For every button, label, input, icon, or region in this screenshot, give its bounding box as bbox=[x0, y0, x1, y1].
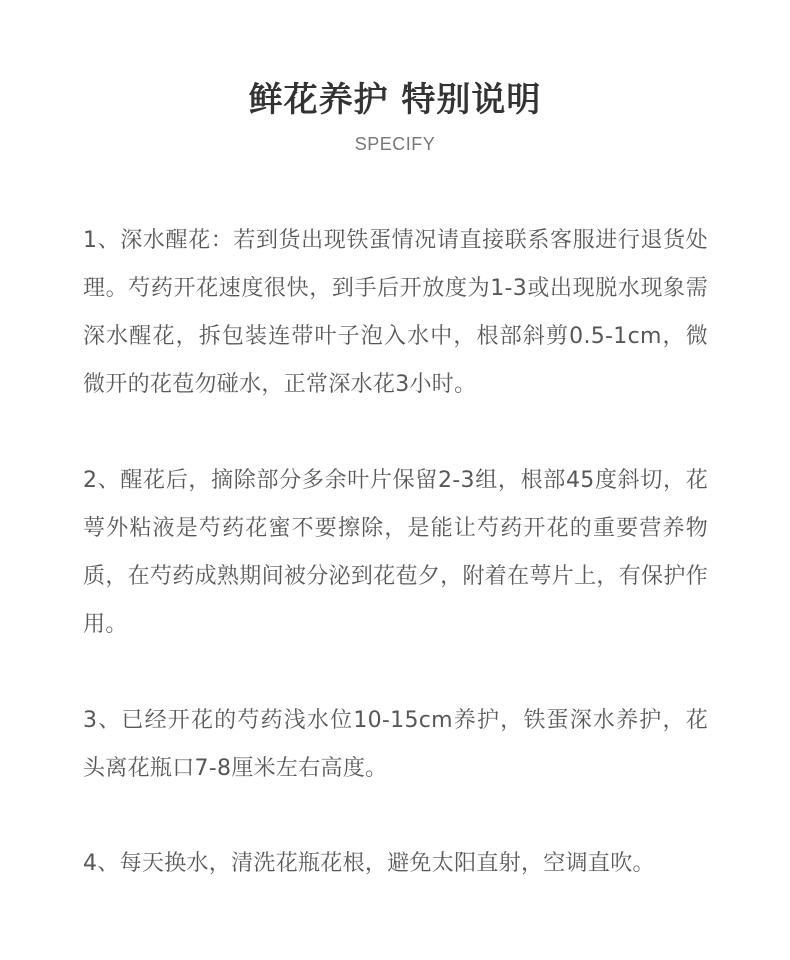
page-subtitle: SPECIFY bbox=[354, 134, 436, 154]
instruction-paragraph-4: 4、每天换水，清洗花瓶花根，避免太阳直射，空调直吹。 bbox=[83, 851, 655, 876]
page-title: 鲜花养护 特别说明 bbox=[248, 80, 542, 120]
instruction-paragraph-2: 2、醒花后，摘除部分多余叶片保留2-3组，根部45度斜切，花萼外粘液是芍药花蜜不要擦除，是能让芍药开花的重要营养物质，在芍药成熟期间被分泌到花苞夕，附着在萼片上，有保护作用。 bbox=[83, 468, 708, 637]
instruction-paragraph-3: 3、已经开花的芍药浅水位10-15cm养护，铁蛋深水养护，花头离花瓶口7-8厘米左右高度。 bbox=[83, 708, 708, 781]
instruction-paragraph-1: 1、深水醒花：若到货出现铁蛋情况请直接联系客服进行退货处理。芍药开花速度很快，到手后开放度为1-3或出现脱水现象需深水醒花，拆包装连带叶子泡入水中，根部斜剪0.5-1cm，微微开的花苞勿碰水，正常深水花3小时。 bbox=[83, 228, 708, 397]
